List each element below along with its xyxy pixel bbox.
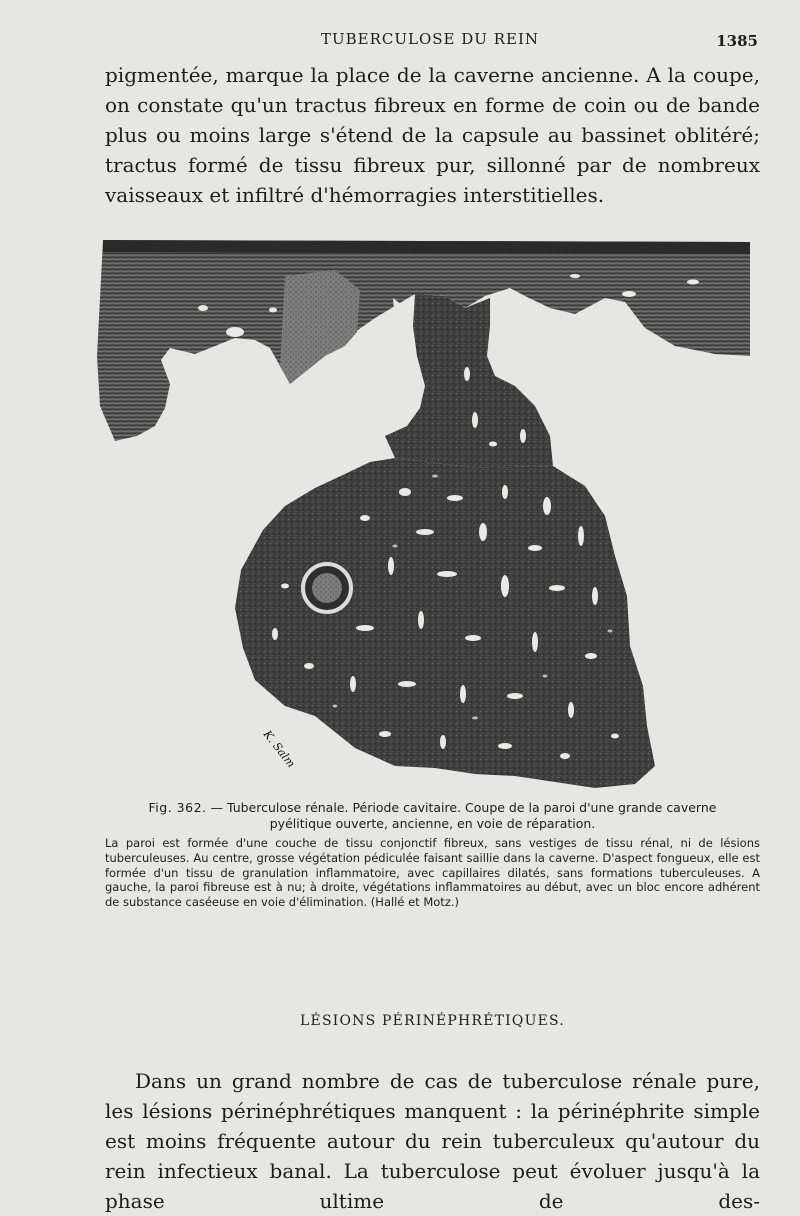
section-heading: LÉSIONS PÉRINÉPHRÉTIQUES.	[300, 1013, 565, 1029]
intro-paragraph: pigmentée, marque la place de la caverne ancienne. A la coupe, on constate qu'un tractus fibreux en forme de coin ou de bande plus ou moins large s'étend de la capsule au bassinet oblitéré; tractus formé de tissu fibreux pur, sillonné par de nombreux vaisseaux et infiltré d'hémorragies interstitielles.	[105, 63, 760, 207]
artist-signature: K. Salm	[260, 728, 298, 771]
figure-title: — Tuberculose rénale. Période cavitaire. Coupe de la paroi d'une grande caverne pyélitique ouverte, ancienne, en voie de réparation.	[210, 800, 717, 831]
page-number: 1385	[716, 32, 758, 50]
body-paragraph: Dans un grand nombre de cas de tuberculose rénale pure, les lésions périnéphrétiques manquent : la périnéphrite simple est moins fréquente autour du rein tuberculeux qu'autour du rein infectieux banal. La tuberculose peut évoluer jusqu'à la phase ultime de des-	[105, 1069, 760, 1213]
figure-caption	[105, 800, 760, 910]
caption-description: La paroi est formée d'une couche de tissu conjonctif fibreux, sans vestiges de tissu rénal, ni de lésions tuberculeuses. Au centre, grosse végétation pédiculée faisant saillie dans la caverne. D'aspect fongueux, elle est formée d'un tissu de granulation inflammatoire, avec capillaires dilatés, sans formations tuberculeuses. A gauche, la paroi fibreuse est à nu; à droite, végétations inflammatoires au début, avec un bloc encore adhérent de substance caséeuse en voie d'élimination. (Hallé et Motz.)	[105, 836, 760, 910]
figure-illustration	[95, 236, 755, 796]
running-title: TUBERCULOSE DU REIN	[320, 30, 539, 48]
caption-title	[145, 800, 720, 832]
page-header	[100, 28, 760, 52]
figure-label: Fig. 362.	[148, 800, 207, 815]
histology-drawing	[95, 236, 755, 796]
